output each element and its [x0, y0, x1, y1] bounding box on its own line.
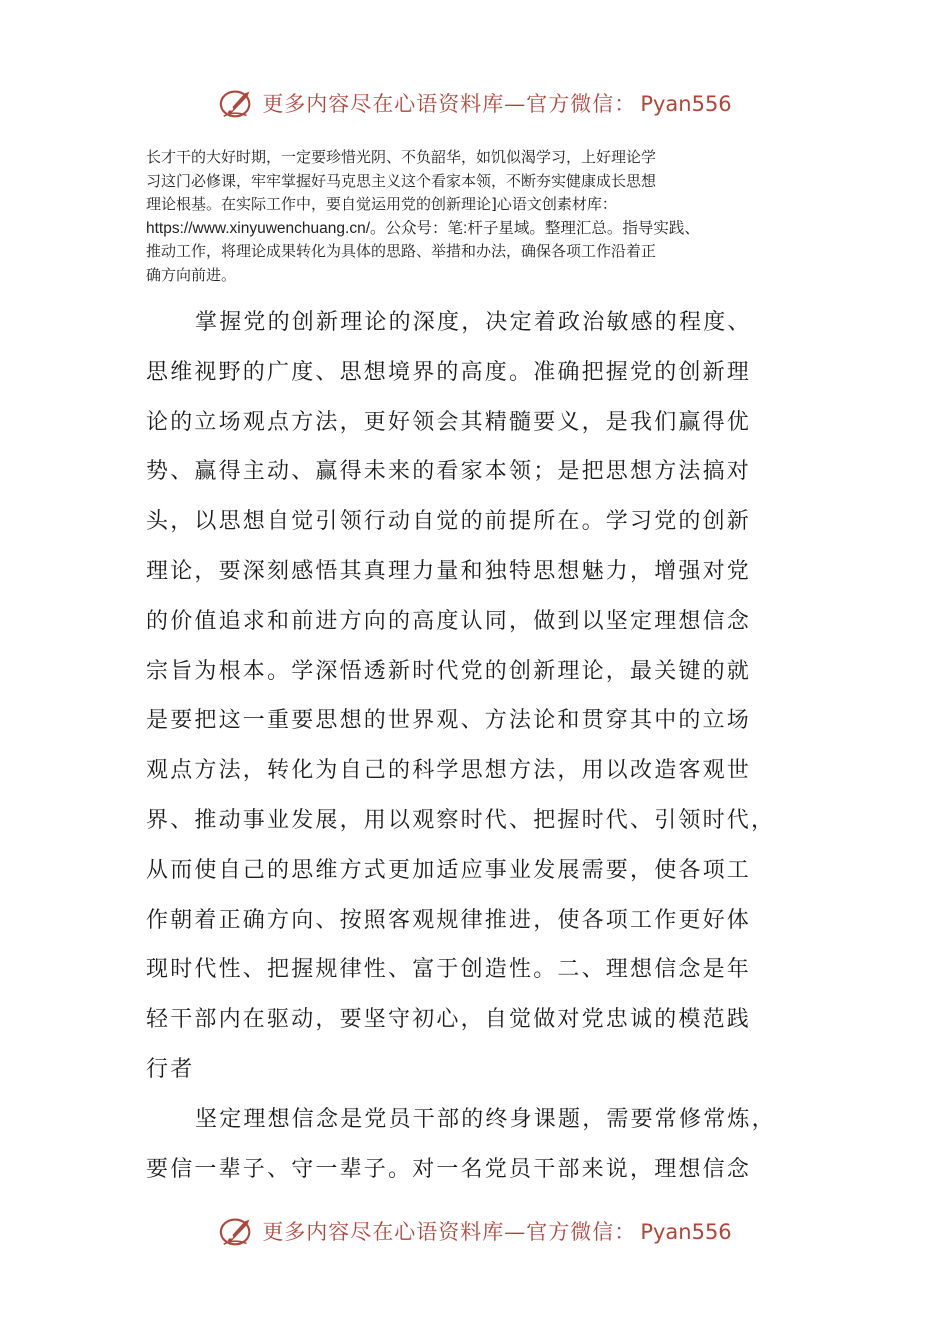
paragraph-1-line: 是要把这一重要思想的世界观、方法论和贯穿其中的立场: [146, 708, 752, 734]
footer-banner: [0, 1208, 950, 1254]
footer-wechat-id: Pyan556: [640, 1220, 732, 1244]
intro-line: 推动工作，将理论成果转化为具体的思路、举措和办法，确保各项工作沿着正: [146, 242, 657, 261]
intro-text-block: [146, 146, 816, 288]
paragraph-1-line: 宗旨为根本。学深悟透新时代党的创新理论，最关键的就: [146, 658, 752, 684]
header-banner: [0, 80, 950, 126]
intro-line: 理论根基。在实际工作中，要自觉运用党的创新理论]心语文创素材库：: [146, 195, 617, 214]
header-wechat-id: Pyan556: [640, 92, 732, 116]
header-banner-text: 更多内容尽在心语资料库—官方微信： Pyan556: [262, 92, 732, 116]
paragraph-1-line: 观点方法，转化为自己的科学思想方法，用以改造客观世: [146, 758, 752, 784]
pen-nib-logo-icon: [218, 84, 256, 122]
paragraph-1-line: 现时代性、把握规律性、富于创造性。二、理想信念是年: [146, 957, 752, 983]
paragraph-1-line: 理论，要深刻感悟其真理力量和独特思想魅力，增强对党: [146, 558, 752, 584]
paragraph-1-line: 论的立场观点方法，更好领会其精髓要义，是我们赢得优: [146, 409, 752, 435]
paragraph-1-line: 作朝着正确方向、按照客观规律推进，使各项工作更好体: [146, 907, 752, 933]
pen-nib-logo-icon: [218, 1212, 256, 1250]
paragraph-1-line: 势、赢得主动、赢得未来的看家本领；是把思想方法搞对: [146, 459, 752, 485]
intro-line-url: https://www.xinyuwenchuang.cn/。公众号：笔:杆子星域。整理汇总。指导实践、: [146, 219, 700, 237]
paragraph-1-line: 掌握党的创新理论的深度，决定着政治敏感的程度、: [195, 310, 752, 335]
paragraph-1-line: 思维视野的广度、思想境界的高度。准确把握党的创新理: [146, 359, 752, 385]
footer-banner-text: 更多内容尽在心语资料库—官方微信： Pyan556: [262, 1220, 732, 1244]
paragraph-2-line: 坚定理想信念是党员干部的终身课题，需要常修常炼，: [195, 1106, 776, 1132]
paragraph-2-line: 要信一辈子、守一辈子。对一名党员干部来说，理想信念: [146, 1156, 752, 1182]
intro-line: 长才干的大好时期，一定要珍惜光阴、不负韶华，如饥似渴学习，上好理论学: [146, 148, 657, 166]
paragraph-1-line: 行者: [146, 1056, 195, 1082]
paragraph-1-line: 轻干部内在驱动，要坚守初心，自觉做对党忠诚的模范践: [146, 1007, 752, 1033]
paragraph-1-line: 界、推动事业发展，用以观察时代、把握时代、引领时代，: [146, 807, 776, 833]
paragraph-1-line: 头，以思想自觉引领行动自觉的前提所在。学习党的创新: [146, 509, 752, 535]
intro-line: 确方向前进。: [146, 265, 237, 284]
paragraph-1-line: 的价值追求和前进方向的高度认同，做到以坚定理想信念: [146, 608, 752, 634]
main-body-text: [146, 298, 806, 1194]
intro-line: 习这门必修课，牢牢掌握好马克思主义这个看家本领，不断夯实健康成长思想: [146, 171, 657, 190]
paragraph-1-line: 从而使自己的思维方式更加适应事业发展需要，使各项工: [146, 857, 752, 883]
